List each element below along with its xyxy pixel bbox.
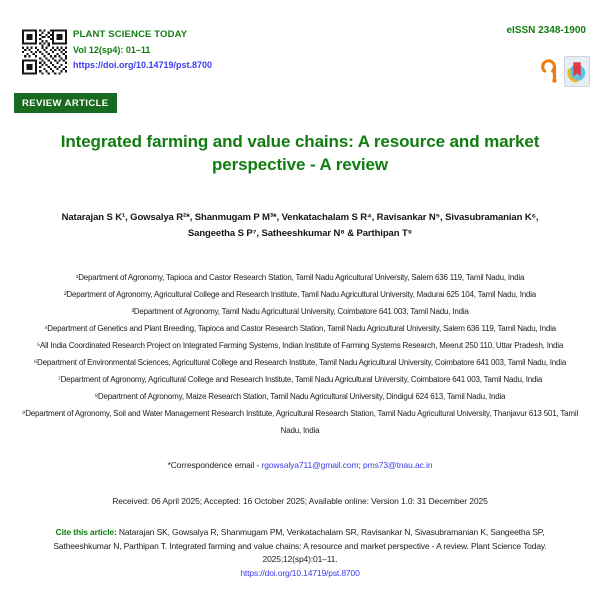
crossmark-icon[interactable] — [564, 56, 590, 87]
author-list-line1: Natarajan S K¹, Gowsalya R²*, Shanmugam P M³*, Venkatachalam S R⁴, Ravisankar N⁵, Sivasubramanian K⁶, — [61, 212, 539, 223]
correspondence-line — [0, 460, 600, 470]
citation-label: Cite this article: — [55, 527, 119, 537]
citation-block — [0, 526, 600, 580]
affiliation-item: ¹Department of Agronomy, Tapioca and Castor Research Station, Tamil Nadu Agricultural University, Salem 636 119, Tamil Nadu, India — [75, 273, 525, 282]
affiliation-item: ⁹Department of Agronomy, Soil and Water Management Research Institute, Agricultural Research Station, Tamil Nadu Agricultural University, Thanjavur 613 501, Tamil Nadu, India — [21, 409, 579, 435]
author-list-line2: Sangeetha S P⁷, Satheeshkumar N⁸ & Parthipan T⁹ — [187, 228, 413, 239]
correspondence-separator: ; — [358, 460, 364, 470]
journal-name: PLANT SCIENCE TODAY — [73, 29, 188, 40]
correspondence-prefix: *Correspondence email - — [167, 460, 262, 470]
article-doi-link[interactable]: https://doi.org/10.14719/pst.8700 — [73, 60, 213, 70]
correspondence-email-2[interactable]: pms73@tnau.ac.in — [363, 460, 433, 470]
correspondence-email-1[interactable]: rgowsalya711@gmail.com — [261, 460, 359, 470]
affiliation-item: ⁴Department of Genetics and Plant Breeding, Tapioca and Castor Research Station, Tamil Nadu Agricultural University, Salem 636 119, Tamil Nadu, India — [44, 324, 556, 333]
article-front-matter — [0, 130, 600, 580]
article-title-line2: perspective - A review — [211, 155, 389, 174]
article-title — [0, 130, 600, 176]
volume-info: Vol 12(sp4): 01–11 — [73, 45, 151, 55]
open-access-icon — [539, 58, 560, 86]
author-list — [0, 210, 600, 242]
affiliation-list — [0, 269, 600, 439]
affiliation-item: ⁵All India Coordinated Research Project on Integrated Farming Systems, Indian Institute of Farming Systems Research, Meerut 250 110, Uttar Pradesh, India — [36, 341, 564, 350]
article-history-line: Received: 06 April 2025; Accepted: 16 October 2025; Available online: Version 1.0: 31 December 2025 — [112, 496, 488, 506]
eissn-label: eISSN 2348-1900 — [506, 25, 586, 36]
qr-code-icon — [22, 28, 67, 76]
journal-info-block — [73, 29, 212, 70]
affiliation-item: ³Department of Agronomy, Tamil Nadu Agricultural University, Coimbatore 641 003, Tamil Nadu, India — [131, 307, 469, 316]
affiliation-item: ⁸Department of Agronomy, Maize Research Station, Tamil Nadu Agricultural University, Dindigul 624 613, Tamil Nadu, India — [94, 392, 506, 401]
article-type-badge: REVIEW ARTICLE — [14, 93, 117, 113]
affiliation-item: ²Department of Agronomy, Agricultural College and Research Institute, Tamil Nadu Agricultural University, Madurai 625 104, Tamil Nadu, India — [63, 290, 537, 299]
citation-doi-link[interactable]: https://doi.org/10.14719/pst.8700 — [240, 567, 360, 578]
article-title-line1: Integrated farming and value chains: A resource and market — [60, 132, 540, 151]
page-header — [0, 0, 600, 122]
affiliation-item: ⁶Department of Environmental Sciences, Agricultural College and Research Institute, Tamil Nadu Agricultural University, Coimbatore 641 003, Tamil Nadu, India — [33, 358, 567, 367]
affiliation-item: ⁷Department of Agronomy, Agricultural College and Research Institute, Tamil Nadu Agricultural University, Coimbatore 641 003, Tamil Nadu, India — [57, 375, 543, 384]
citation-text: Natarajan SK, Gowsalya R, Shanmugam PM, Venkatachalam SR, Ravisankar N, Sivasubramanian K, Sangeetha SP, Satheeshkumar N, Parthipan T. Integrated farming and value chains: A resource and market perspective - A review. Plant Science Today. 2025;12(sp4):01–11. — [53, 527, 547, 564]
